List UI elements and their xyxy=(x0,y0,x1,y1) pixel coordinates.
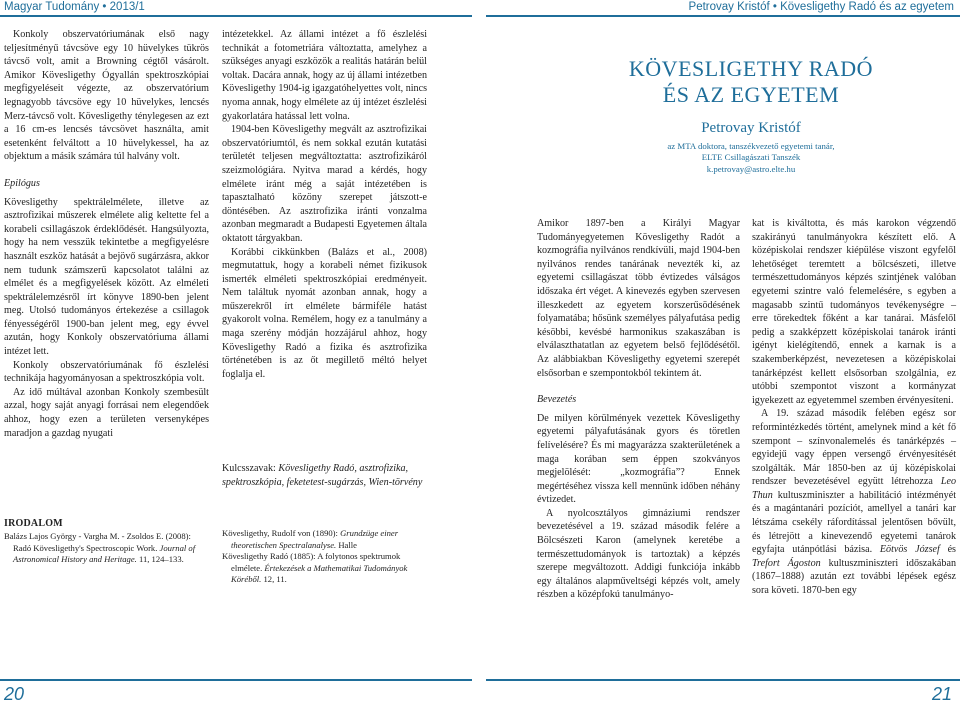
paragraph: Az idő múltával azonban Konkoly szembesült azzal, hogy saját anyagi forrásai nem elegendőek ahhoz, hogy ezen a területen versenyképes maradjon a gazdag nyugati xyxy=(4,386,209,439)
paragraph: intézetekkel. Az állami intézet a fő észlelési technikát a fotometriára változtatta, amelyhez a szükséges anyagi eszközök a realitás határán belül voltak. Dacára annak, hogy az új állami intézetben Kövesligethy 1904-ig igazgatóhelyettes volt, nincs nyoma annak, hogy elmélete az új intézet észlelési gyakorlatára hatással lett volna. xyxy=(222,29,427,122)
running-header-left: Magyar Tudomány • 2013/1 xyxy=(4,1,145,13)
paragraph: kat is kiváltotta, és más karokon végzendő szakirányú tanulmányokra készített elő. A középiskolai rendszer kiépülése viszont egyfelől lehetőséget teremtett a bölcsészeti, illetve természettudományos képzés szintjének valóban egyetemi szintre való felemelésére, s egyben a magasabb szintű tudományos tevékenységre – erre törekedtek főként a kar tanárai. Másfelől pedig a szakképzett középiskolai tanárok iránti igényt kielégítendő, ennek a karnak is a szakemberképzést, nevezetesen a középiskolai tanárképzést kellett elsősorban szolgálnia, ez utóbbi szempontot viszont a kormányzat igyekezett az egyetemmel szemben érvényesíteni. xyxy=(752,218,956,406)
paragraph: Konkoly obszervatóriumának fő észlelési technikája hagyományosan a spektroszkópia volt. xyxy=(4,359,209,385)
references-list xyxy=(4,531,210,566)
paragraph: De milyen körülmények vezettek Kövesligethy egyetemi pályafutásának gyors és töretlen felívelésére? És mi magyarázza szakterületének a maga korában sem éppen szokványos megjelölését: „kozmográfia”? Ennek megértéséhez vissza kell mennünk időben néhány évtizedet. xyxy=(537,412,740,506)
reference-item: Kövesligethy Radó (1885): A folytonos spektrumok elmélete. Értekezések a Mathematikai Tudományok Köréből. 12, 11. xyxy=(222,551,408,585)
references-heading: IRODALOM xyxy=(4,518,63,529)
author-name: Petrovay Kristóf xyxy=(701,120,801,136)
header-rule-left xyxy=(0,15,472,17)
paragraph: A nyolcosztályos gimnáziumi rendszer bevezetésével a 19. század második felére a Bölcsészeti Karon (amelynek keretébe a természettudományok is tartoztak) a képzés szerepe megváltozott. Addigi funkciója inkább egy általános alapműveltségi képzés volt, amely részben a középfokú tanulmányo- xyxy=(537,507,740,601)
left-column-1 xyxy=(4,28,209,440)
paragraph: A 19. század második felében egész sor reformintézkedés történt, amelynek mind a két fő szempont – színvonalemelés és tanárképzés – egyidejű vagy éppen versengő érvényesítését szolgálták. Már 1850-ben az új középiskolai rendszer bevezetésével együtt létrehozza Leo Thun kultuszminiszter a habilitáció intézményét és a magántanári pozíciót, amellyel a tanári kar létszáma csekély ráfordítással jelentősen bővült, és létrejött a kinevezendő egyetemi tanárok egyfajta utánpótlási bázisa. Eötvös József és Trefort Ágoston kultuszminiszteri időszakában (1867–1888) azután ezt további lépések egész sora követi. 1870-ben egy xyxy=(752,408,956,597)
page-number-right: 21 xyxy=(931,684,952,704)
right-column-2 xyxy=(752,217,956,598)
paragraph: Korábbi cikkünkben (Balázs et al., 2008) megmutattuk, hogy a korabeli német fizikusok ismerték elméleti spektroszkópiai eredményeit. Nem találtuk nyomát azonban annak, hogy a műszerekről írt elmélete bármiféle hatást gyakorolt volna. Remélem, hogy ez a tanulmány a maga szerény módján hozzájárul ahhoz, hogy Kövesligethy Radó a fizika és asztrofizika történetében is az őt megillető méltó helyet foglalja el. xyxy=(222,246,427,380)
keywords xyxy=(222,462,427,489)
running-header-right: Petrovay Kristóf • Kövesligethy Radó és az egyetem xyxy=(688,1,954,13)
footer-rule-left xyxy=(0,679,472,681)
article-title-block xyxy=(545,56,957,175)
article-title-line2: ÉS AZ EGYETEM xyxy=(662,82,840,107)
section-title-intro: Bevezetés xyxy=(537,394,577,406)
page-number-left: 20 xyxy=(4,684,25,704)
reference-item: Balázs Lajos György - Vargha M. - Zsoldos E. (2008): Radó Kövesligethy's Spectroscopic Work. Journal of Astronomical History and Heritage. 11, 124–133. xyxy=(4,531,196,565)
paragraph: 1904-ben Kövesligethy megvált az asztrofizikai obszervatóriumtól, és nem sokkal ezután kutatási területét teljesen megváltoztatta: asztrofizikáról szeizmológiára. Nyitva marad a kérdés, hogy elmélete iránt még a saját intézetében is tapasztalható közöny szerepet játszott-e döntésében. Az asztrofizika iránti vonzalma azonban megmaradt a Budapesti Egyetemen általa oktatott tárgyakban. xyxy=(222,124,427,244)
paragraph: Kövesligethy spektrálelmélete, illetve az asztrofizikai műszerek elmélete alig keltette fel a korabeli csillagászok érdeklődését. Hangsúlyozta, hogy ha nem vesszük tekintetbe a megfigyelésre használt eszköz hatását a bejövő sugárzásra, akkor nem tudunk számszerű kapcsolatot találni az elmélet és a megfigyelések között. Az elméleti spektrálelemzésről írt könyve 1890-ben jelent meg. Utolsó tudományos értekezése a csillagok fényességéről 1900-ban jelent meg, egy évvel azután, hogy Konkoly obszervatóriuma állami intézet lett. xyxy=(4,196,209,358)
paragraph: Konkoly obszervatóriumának első nagy teljesítményű távcsöve egy 10 hüvelykes tükrös távcső volt, amit a Browning cégtől vásárolt. Amikor Kövesligethy Ógyallán spektroszkópiai megfigyeléseit végezte, az obszervatórium legnagyobb távcsöve egy 10 hüvelykes, lencsés Merz-távcső volt. Kövesligethy ténylegesen az ezt a 16 cm-es lencsés távcsövet használta, amit esetenként felváltott a 10 hüvelykessel, ha az objektum a másik számára túl halvány volt. xyxy=(4,29,209,163)
section-title-epilog: Epilógus xyxy=(4,177,40,189)
header-rule-right xyxy=(486,15,960,17)
keywords-text: Kövesligethy Radó, asztrofizika, spektroszkópia, feketetest-sugárzás, Wien-törvény xyxy=(222,463,423,488)
footer-rule-right xyxy=(486,679,960,681)
reference-item: Kövesligethy, Rudolf von (1890): Grundzüge einer theoretischen Spectralanalyse. Halle xyxy=(222,528,399,550)
keywords-label: Kulcsszavak: xyxy=(222,463,276,474)
right-column-1 xyxy=(537,217,740,602)
references-list-2 xyxy=(222,528,427,586)
author-email: k.petrovay@astro.elte.hu xyxy=(706,163,796,174)
article-title-line1: KÖVESLIGETHY RADÓ xyxy=(628,56,874,81)
left-column-2 xyxy=(222,28,427,381)
author-affiliation: az MTA doktora, tanszékvezető egyetemi tanár, ELTE Csillagászati Tanszék k.petrovay@astro.elte.hu xyxy=(545,141,957,175)
paragraph: Amikor 1897-ben a Királyi Magyar Tudományegyetemen Kövesligethy Radót a kozmográfia nyilvános rendkívüli, majd 1904-ben nyilvános rendes tanárának nevezték ki, az egyetemi csillagászat több évtizedes válságos időszaka ért véget. A kinevezés egyben szervesen illeszkedett az egyetem korszerűsödésének folyamatába; hősünk személyes pályafutása pedig késöbbi, kevésbé harmonikus szakaszában is elválaszthatatlan az egyetem belső fejlődésétől. Az alábbiakban Kövesligethy egyetemi szerepét elsősorban e szempontokból tekintem át. xyxy=(537,218,740,379)
